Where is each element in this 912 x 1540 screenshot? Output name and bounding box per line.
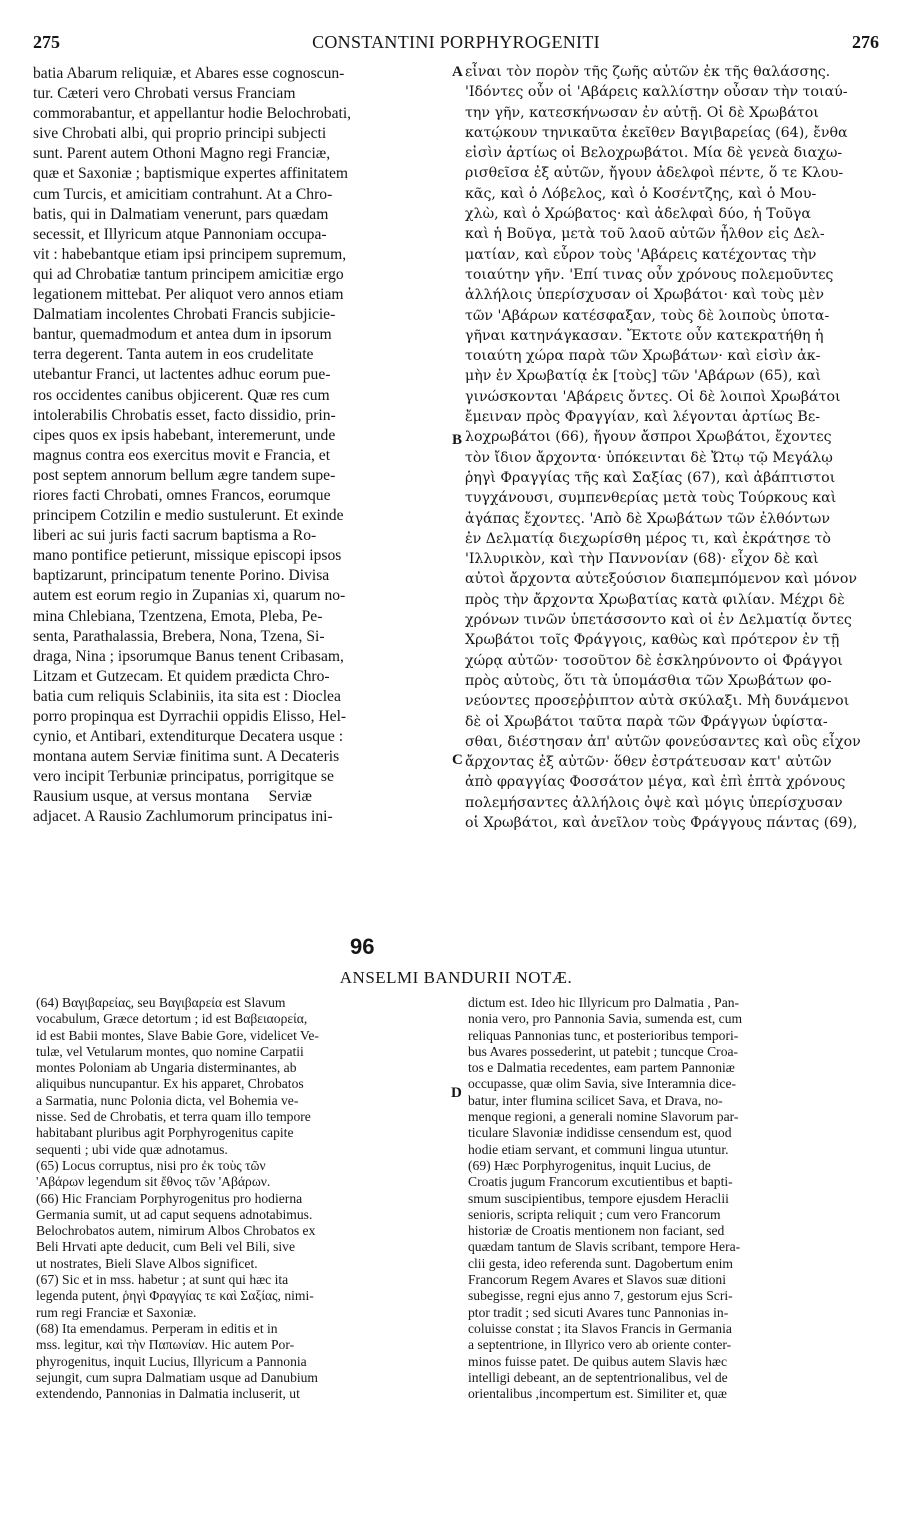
- page-number-right: 276: [852, 32, 879, 52]
- greek-text-column: εἶναι τὸν πορὸν τῆς ζωῆς αὐτῶν ἐκ τῆς θαλάσσης. 'Ιδόντες οὖν οἱ 'Αβάρεις καλλίστην οὖσαν τὴν τοιαύ- την γῆν, κατεσκήνωσαν ἐν αὐτῇ. Οἱ δὲ Χρωβάτοι κατῴκουν τηνικαῦτα ἐκεῖθεν Βαγιβαρείας (64), ἔνθα εἰσὶν ἀρτίως οἱ Βελοχρωβάτοι. Μία δὲ γενεὰ διαχω- ρισθεῖσα ἐξ αὐτῶν, ἤγουν ἀδελφοὶ πέντε, ὅ τε Κλου- κᾶς, καὶ ὁ Λόβελος, καὶ ὁ Κοσέντζης, καὶ ὁ Μου- χλὼ, καὶ ὁ Χρώβατος· καὶ ἀδελφαὶ δύο, ἡ Τοῦγα καὶ ἡ Βοῦγα, μετὰ τοῦ λαοῦ αὐτῶν ἦλθον εἰς Δελ- ματίαν, καὶ εὗρον τοὺς 'Αβάρεις κατέχοντας τὴν τοιαύτην γῆν. 'Επί τινας οὖν χρόνους πολεμοῦντες ἀλλήλοις ὑπερίσχυσαν οἱ Χρωβάτοι· καὶ τοὺς μὲν τῶν 'Αβάρων κατέσφαξαν, τοὺς δὲ λοιποὺς ὑποτα- γῆναι κατηνάγκασαν. Ἔκτοτε οὖν κατεκρατήθη ἡ τοιαύτη χώρα παρὰ τῶν Χρωβάτων· καὶ εἰσὶν ἀκ- μὴν ἐν Χρωβατίᾳ ἐκ [τοὺς] τῶν 'Αβάρων (65), καὶ γινώσκονται 'Αβάρεις ὄντες. Οἱ δὲ λοιποὶ Χρωβάτοι ἔμειναν πρὸς Φραγγίαν, καὶ λέγονται ἀρτίως Βε- λοχρωβάτοι (66), ἤγουν ἄσπροι Χρωβάτοι, ἔχοντες τὸν ἴδιον ἄρχοντα· ὑπόκεινται δὲ Ὤτῳ τῷ Μεγάλῳ ῥηγὶ Φραγγίας τῆς καὶ Σαξίας (67), καὶ ἀβάπτιστοι τυγχάνουσι, συμπενθερίας μετὰ τοὺς Τούρκους καὶ ἀγάπας ἔχοντες. 'Απὸ δὲ Χρωβάτων τῶν ἐλθόντων ἐν Δελματίᾳ διεχωρίσθη μέρος τι, καὶ ἐκράτησε τὸ 'Ιλλυρικὸν, καὶ τὴν Παννονίαν (68)· εἶχον δὲ καὶ αὐτοὶ ἄρχοντα αὐτεξούσιον διαπεμπόμενον καὶ μόνον πρὸς τὴν ἄρχοντα Χρωβατίας κατὰ φιλίαν. Μέχρι δὲ χρόνων τινῶν ὑπετάσσοντο καὶ οἱ ἐν Δελματίᾳ ὄντες Χρωβάτοι τοῖς Φράγγοις, καθὼς καὶ πρότερον ἐν τῇ χώρᾳ αὐτῶν· τοσοῦτον δὲ ἐσκληρύνοντο οἱ Φράγγοι πρὸς αὐτοὺς, ὅτι τὰ ὑπομάσθια τῶν Χρωβάτων φο- νεύοντες προσεῤῥιπτον αὐτὰ σκύλαξι. Μὴ δυνάμενοι δὲ οἱ Χρωβάτοι ταῦτα παρὰ τῶν Φράγγων ὑφίστα- σθαι, διέστησαν ἀπ' αὐτῶν φονεύσαντες καὶ οὓς εἶχον ἄρχοντας ἐξ αὐτῶν· ὅθεν ἐστράτευσαν κατ' αὐτῶν ἀπὸ φραγγίας Φοσσάτον μέγα, καὶ ἐπὶ ἑπτὰ χρόνους πολεμήσαντες ἀλλήλοις ὀψὲ καὶ μόγις ὑπερίσχυσαν οἱ Χρωβάτοι, καὶ ἀνεῖλον τοὺς Φράγγους πάντας (69),: [465, 64, 861, 831]
- page-number-left: 275: [33, 32, 60, 52]
- margin-letter-a: A: [452, 64, 463, 80]
- margin-letter-c: C: [452, 752, 463, 768]
- notes-heading: ANSELMI BANDURII NOTÆ.: [339, 968, 573, 987]
- page-header: [33, 32, 879, 58]
- notes-left-column: (64) Βαγιβαρείας, seu Βαγιβαρεία est Slavum vocabulum, Græce detortum ; id est Βαβειαορεία, id est Babii montes, Slave Babie Gore, videlicet Ve- tulæ, vel Vetularum montes, quo nomine Carpatii montes Poloniam ab Ungaria disterminantes, ab aliquibus nuncupantur. Ex his apparet, Chrobatos a Sarmatia, nunc Polonia dicta, vel Bohemia ve- nisse. Sed de Chrobatis, et terra quam illo tempore habitabant pluribus agit Porphyrogenitus capite sequenti ; ubi vide quæ adnotamus. (65) Locus corruptus, nisi pro ἐκ τοὺς τῶν 'Αβάρων legendum sit ἔθνος τῶν 'Αβάρων. (66) Hic Franciam Porphyrogenitus pro hodierna Germania sumit, ut ad caput sequens adnotabimus. Belochrobatos autem, nimirum Albos Chrobatos ex Beli Hrvati apte deducit, cum Beli vel Bili, sive ut nostrates, Bieli Slave Albos significet. (67) Sic et in mss. habetur ; at sunt qui hæc ita legenda putent, ῥηγὶ Φραγγίας τε καὶ Σαξίας, nimi- rum regi Franciæ et Saxoniæ. (68) Ita emendamus. Perperam in editis et in mss. legitur, καὶ τὴν Παπωνίαν. Hic autem Por- phyrogenitus, inquit Lucius, Illyricum a Pannonia sejungit, cum supra Dalmatiam usque ad Danubium extendendo, Pannonias in Dalmatia incluserit, ut: [36, 995, 319, 1402]
- margin-letter-b: B: [452, 432, 463, 448]
- folio-marker: 96: [350, 934, 375, 959]
- running-title: CONSTANTINI PORPHYROGENITI: [312, 32, 600, 52]
- notes-right-column: dictum est. Ideo hic Illyricum pro Dalmatia , Pan- nonia vero, pro Pannonia Savia, sumenda est, cum reliquas Pannonias tunc, et posterioribus tempori- bus Avares possederint, ut patebit ; tuncque Croa- tos e Dalmatia recedentes, eam partem Pannoniæ occupasse, quæ olim Savia, sive Interamnia dice- batur, inter flumina scilicet Sava, et Drava, no- menque regioni, a generali nomine Slavorum par- ticulare Slavoniæ indidisse censendum est, quod hodie etiam servant, et communi lingua utuntur. (69) Hæc Porphyrogenitus, inquit Lucius, de Croatis jugum Francorum excutientibus et bapti- smum suscipientibus, tempore ejusdem Heraclii senioris, scripta reliquit ; cum vero Francorum historiæ de Croatis mentionem non faciant, sed quædam tantum de Slavis scribant, tempore Hera- clii gesta, ideo referenda sunt. Dagobertum enim Francorum Regem Avares et Slavos suæ ditioni subegisse, regni ejus anno 7, gestorum ejus Scri- ptor tradit ; sed sicuti Avares tunc Pannonias in- coluisse constat ; ita Slavos Francis in Germania a septentrione, in Illyrico vero ab oriente conter- minos fuisse patet. De quibus autem Slavis hæc intelligi debeant, an de septentrionalibus, vel de orientalibus ,incompertum est. Similiter et, quæ: [468, 995, 743, 1402]
- latin-text-column: batia Abarum reliquiæ, et Abares esse cognoscun- tur. Cæteri vero Chrobati versus Franciam commorabantur, et appellantur hodie Belochrobati, sive Chrobati albi, qui proprio principi subjecti sunt. Parent autem Othoni Magno regi Franciæ, quæ et Saxoniæ ; baptismique expertes affinitatem cum Turcis, et amicitiam contrahunt. At a Chro- batis, qui in Dalmatiam venerunt, pars quædam secessit, et Illyricum atque Pannoniam occupa- vit : habebantque etiam ipsi principem supremum, qui ad Chrobatiæ tantum principem amicitiæ ergo legationem mittebat. Per aliquot vero annos etiam Dalmatiam incolentes Chrobati Francis subjicie- bantur, quemadmodum et antea dum in ipsorum terra degerent. Tanta autem in eos crudelitate utebantur Franci, ut lactentes adhuc eorum pue- ros occidentes canibus objicerent. Quæ res cum intolerabilis Chrobatis esset, facto dissidio, prin- cipes quos ex ipsis habebant, interemerunt, unde magnus contra eos exercitus movit e Francia, et post septem annorum bellum ægre tandem supe- riores facti Chrobati, omnes Francos, eorumque principem Cotzilin e medio sustulerunt. Et exinde liberi ac sui juris facti sacrum baptisma a Ro- mano pontifice petierunt, missique episcopi ipsos baptizarunt, principatum tenente Porino. Divisa autem est eorum regio in Zupanias xi, quarum no- mina Chlebiana, Tzentzena, Emota, Pleba, Pe- senta, Parathalassia, Brebera, Nona, Tzena, Si- draga, Nina ; ipsorumque Banus tenent Cribasam, Litzam et Gutzecam. Et quidem prædicta Chro- batia cum reliquis Sclabiniis, ita sita est : Dioclea porro propinqua est Dyrrachii oppidis Elisso, Hel- cynio, et Antibari, extenditurque Decatera usque : montana autem Serviæ finitima sunt. A Decateris vero incipit Terbuniæ principatus, porrigitque se Rausium usque, at versus montana Serviæ adjacet. A Rausio Zachlumorum principatus ini-: [33, 65, 352, 826]
- margin-letter-d: D: [451, 1085, 462, 1101]
